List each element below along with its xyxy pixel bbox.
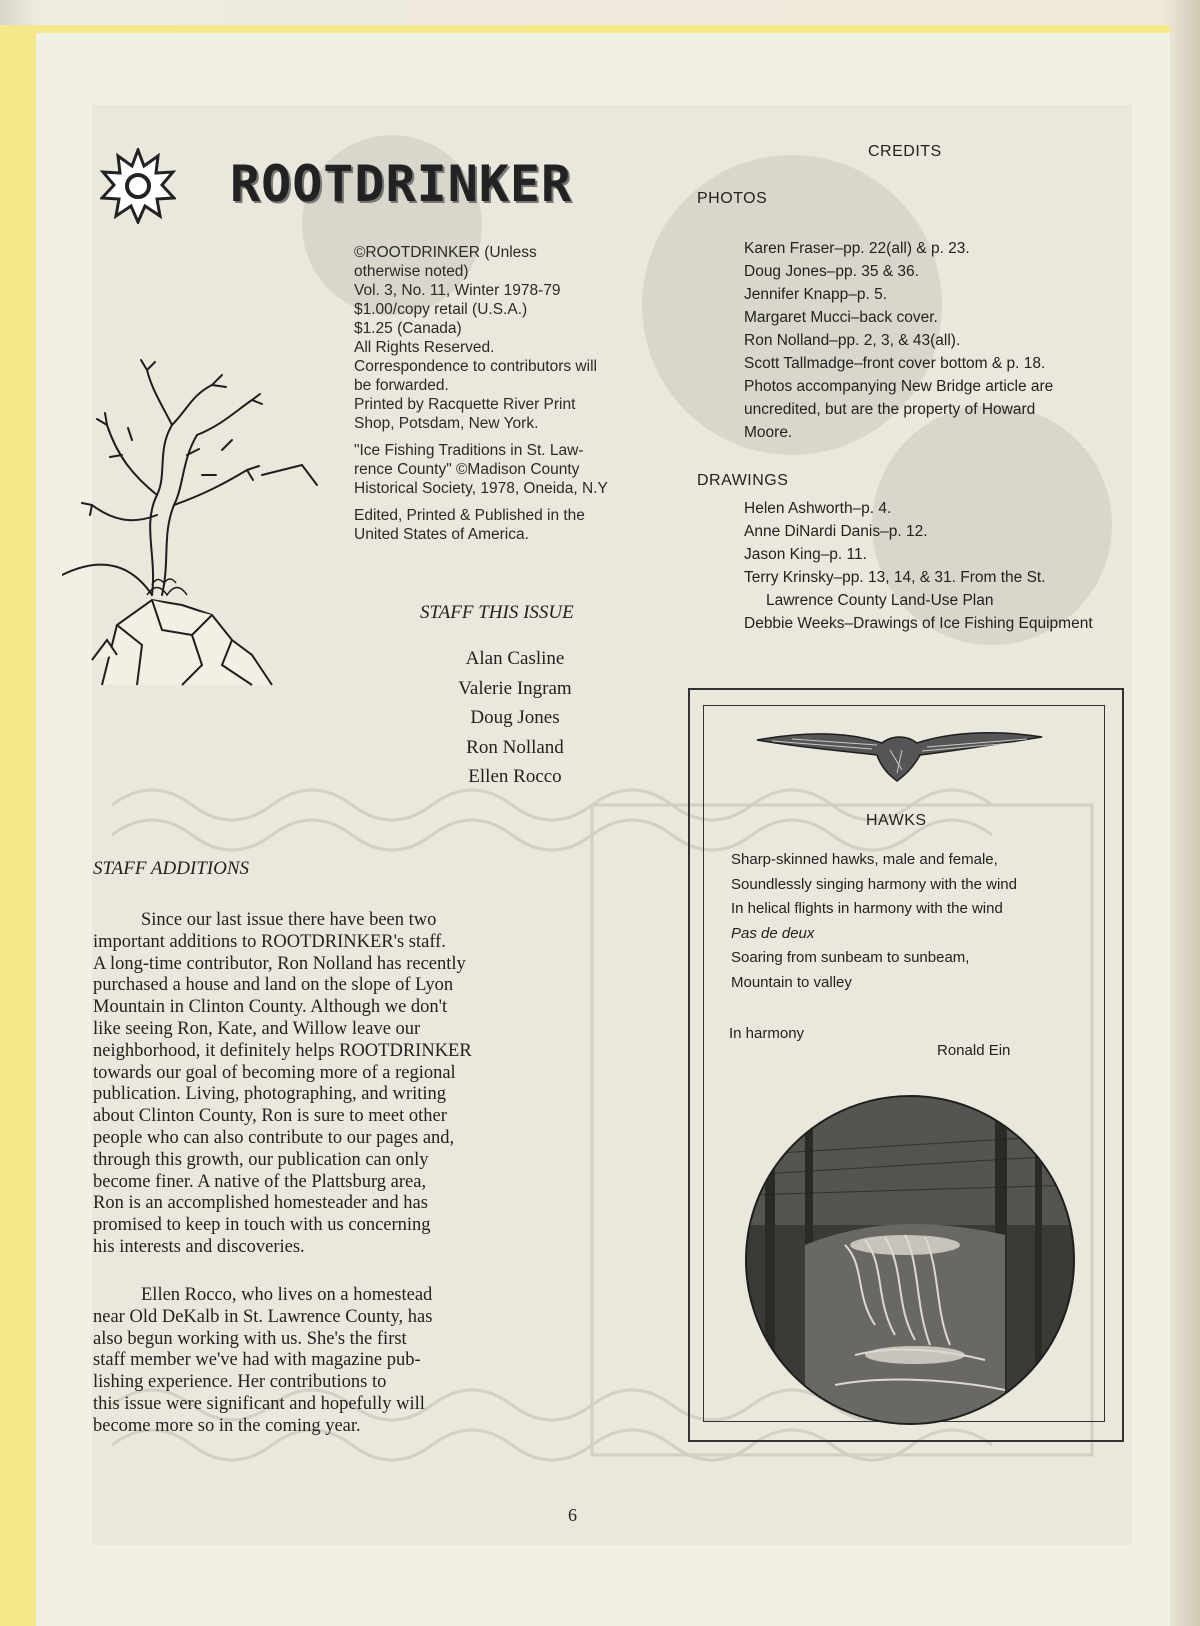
sun-logo-icon	[100, 148, 176, 224]
drawing-credit: Terry Krinsky–pp. 13, 14, & 31. From the St.	[744, 569, 1046, 586]
edited-line: Edited, Printed & Published in the	[354, 507, 585, 524]
paragraph-line: purchased a house and land on the slope of Lyon	[93, 975, 454, 996]
staff-member: Ron Nolland	[466, 736, 564, 758]
paragraph-line: also begun working with us. She's the first	[93, 1328, 407, 1349]
paragraph-line: neighborhood, it definitely helps ROOTDRINKER	[93, 1040, 472, 1061]
colophon-line: Printed by Racquette River Print	[354, 396, 576, 413]
colophon-line: $1.25 (Canada)	[354, 320, 462, 337]
tree-on-rocks-illustration	[62, 355, 337, 700]
poem-line: Soaring from sunbeam to sunbeam,	[731, 949, 970, 966]
paragraph-line: Since our last issue there have been two	[141, 910, 437, 930]
paragraph-line: become more so in the coming year.	[93, 1415, 361, 1436]
paragraph-line: people who can also contribute to our pages and,	[93, 1127, 455, 1148]
drawings-heading: DRAWINGS	[697, 472, 789, 489]
paragraph-line: through this growth, our publication can only	[93, 1149, 429, 1170]
poem-title: HAWKS	[866, 812, 927, 829]
paragraph-line: Mountain in Clinton County. Although we don't	[93, 997, 448, 1018]
poem-line: Pas de deux	[731, 924, 815, 942]
colophon-line: Vol. 3, No. 11, Winter 1978-79	[354, 282, 561, 299]
photo-credit: Karen Fraser–pp. 22(all) & p. 23.	[744, 240, 970, 257]
colophon-line: be forwarded.	[354, 377, 449, 394]
staff-additions-paragraph-1	[93, 910, 563, 1259]
paragraph-line: about Clinton County, Ron is sure to meet other	[93, 1106, 447, 1127]
ice-fishing-credit-line: "Ice Fishing Traditions in St. Law-	[354, 442, 584, 459]
page-number: 6	[568, 1505, 577, 1525]
staff-member: Alan Casline	[465, 648, 565, 669]
photo-credit: Jennifer Knapp–p. 5.	[744, 286, 888, 303]
drawing-credit: Lawrence County Land-Use Plan	[766, 592, 994, 609]
staff-list	[435, 644, 595, 792]
masthead-title: ROOTDRINKER	[230, 155, 573, 213]
paragraph-line: near Old DeKalb in St. Lawrence County, has	[93, 1306, 433, 1327]
poem-line: In helical flights in harmony with the wind	[731, 900, 1003, 917]
poem-closing-line: In harmony	[729, 1025, 805, 1042]
edited-line: United States of America.	[354, 526, 529, 543]
photo-credit: Scott Tallmadge–front cover bottom & p. 18.	[744, 355, 1046, 372]
photo-credits-list	[744, 237, 1053, 444]
paragraph-line: Ellen Rocco, who lives on a homestead	[141, 1285, 433, 1305]
staff-heading: STAFF THIS ISSUE	[420, 602, 574, 623]
waterfall-engraving	[745, 1095, 1075, 1425]
colophon	[354, 243, 654, 552]
ice-fishing-credit-line: rence County" ©Madison County	[354, 461, 580, 478]
paragraph-line: important additions to ROOTDRINKER's staff.	[93, 931, 446, 952]
poem-author: Ronald Ein	[937, 1042, 1011, 1059]
photo-credit: Moore.	[744, 424, 793, 441]
photo-credit: Doug Jones–pp. 35 & 36.	[744, 263, 919, 280]
paragraph-line: Ron is an accomplished homesteader and has	[93, 1193, 428, 1214]
staff-additions-heading: STAFF ADDITIONS	[93, 858, 250, 879]
colophon-line: Correspondence to contributors will	[354, 358, 597, 375]
colophon-line: $1.00/copy retail (U.S.A.)	[354, 301, 528, 318]
poem-body	[731, 848, 1091, 995]
poem-line: Soundlessly singing harmony with the wind	[731, 875, 1017, 893]
colophon-line: All Rights Reserved.	[354, 339, 495, 356]
hawk-illustration	[752, 715, 1047, 785]
staff-additions-paragraph-2	[93, 1285, 563, 1438]
photo-credit: uncredited, but are the property of Howard	[744, 401, 1036, 418]
poem-line: Mountain to valley	[731, 973, 852, 991]
credits-title: CREDITS	[868, 143, 942, 160]
poem-line: Sharp-skinned hawks, male and female,	[731, 851, 998, 868]
staff-member: Doug Jones	[470, 707, 560, 728]
photo-credit: Margaret Mucci–back cover.	[744, 309, 938, 326]
staff-member: Valerie Ingram	[458, 677, 572, 699]
staff-member: Ellen Rocco	[468, 766, 562, 787]
drawing-credits-list	[744, 497, 1093, 635]
colophon-line: otherwise noted)	[354, 263, 469, 280]
paragraph-line: towards our goal of becoming more of a regional	[93, 1062, 456, 1083]
drawing-credit: Jason King–p. 11.	[744, 546, 867, 563]
paragraph-line: like seeing Ron, Kate, and Willow leave our	[93, 1018, 421, 1039]
paragraph-line: publication. Living, photographing, and writing	[93, 1084, 446, 1105]
photos-heading: PHOTOS	[697, 190, 768, 207]
paragraph-line: become finer. A native of the Plattsburg area,	[93, 1171, 427, 1192]
paragraph-line: lishing experience. Her contributions to	[93, 1372, 387, 1393]
drawing-credit: Anne DiNardi Danis–p. 12.	[744, 523, 928, 540]
paragraph-line: A long-time contributor, Ron Nolland has recently	[93, 953, 466, 974]
paragraph-line: his interests and discoveries.	[93, 1236, 305, 1257]
colophon-line: ©ROOTDRINKER (Unless	[354, 244, 537, 261]
drawing-credit: Debbie Weeks–Drawings of Ice Fishing Equipment	[744, 615, 1093, 632]
paragraph-line: promised to keep in touch with us concerning	[93, 1215, 431, 1236]
paragraph-line: this issue were significant and hopefully will	[93, 1393, 425, 1414]
photo-credit: Ron Nolland–pp. 2, 3, & 43(all).	[744, 332, 961, 349]
drawing-credit: Helen Ashworth–p. 4.	[744, 500, 892, 517]
colophon-line: Shop, Potsdam, New York.	[354, 415, 539, 432]
photo-credit: Photos accompanying New Bridge article are	[744, 378, 1054, 395]
ice-fishing-credit-line: Historical Society, 1978, Oneida, N.Y	[354, 480, 608, 497]
paragraph-line: staff member we've had with magazine pub-	[93, 1350, 421, 1371]
